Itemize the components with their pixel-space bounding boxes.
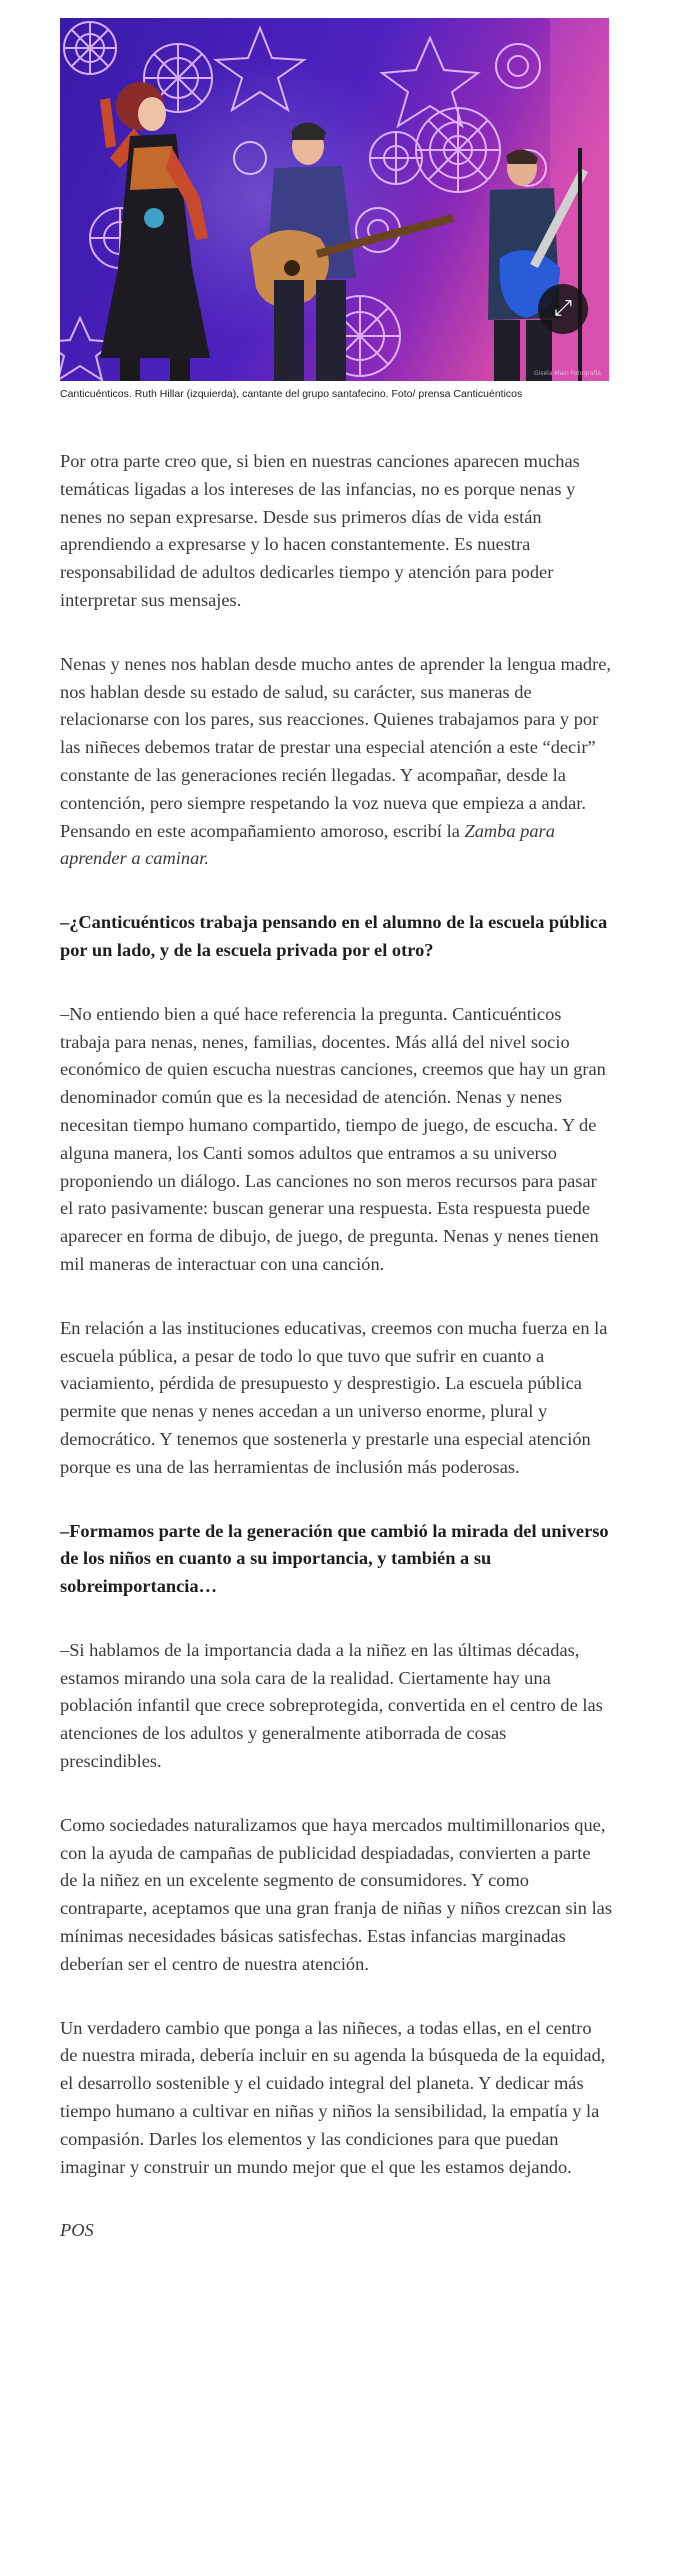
article-photo[interactable] bbox=[60, 18, 609, 381]
article-body bbox=[60, 448, 612, 2245]
interview-question: –Formamos parte de la generación que cambió la mirada del universo de los niños en cuanto a su importancia, y también a su sobreimportancia… bbox=[60, 1520, 609, 1597]
paragraph: Un verdadero cambio que ponga a las niñeces, a todas ellas, en el centro de nuestra mirada, debería incluir en su agenda la búsqueda de la equidad, el desarrollo sostenible y el cuidado integral del planeta. Y dedicar más tiempo humano a cultivar en niñas y niños la sensibilidad, la empatía y la compasión. Darles los elementos y las condiciones para que puedan imaginar y construir un mundo mejor que el que les estamos dejando. bbox=[60, 2017, 606, 2177]
paragraph-text: Nenas y nenes nos hablan desde mucho antes de aprender la lengua madre, nos hablan desde su estado de salud, su carácter, sus maneras de relacionarse con los pares, sus reacciones. Quienes trabajamos para y por las niñeces debemos tratar de prestar una especial atención a este “decir” constante de las generaciones recién llegadas. Y acompañar, desde la contención, pero siempre respetando la voz nueva que empieza a andar. Pensando en este acompañamiento amoroso, escribí la bbox=[60, 653, 612, 841]
paragraph: Como sociedades naturalizamos que haya mercados multimillonarios que, con la ayuda de campañas de publicidad despiadadas, convierten a parte de la niñez en un excelente segmento de consumidores. Y como contraparte, aceptamos que una gran franja de niñas y niños crezcan sin las mínimas necesidades básicas satisfechas. Estas infancias marginadas deberían ser el centro de nuestra atención. bbox=[60, 1814, 612, 1974]
paragraph: Por otra parte creo que, si bien en nuestras canciones aparecen muchas temáticas ligadas a los intereses de las infancias, no es porque nenas y nenes no sepan expresarse. Desde sus primeros días de vida están aprendiendo a expresarse y lo hacen constantemente. Es nuestra responsabilidad de adultos dedicarles tiempo y atención para poder interpretar sus mensajes. bbox=[60, 451, 580, 610]
author-signature: POS bbox=[60, 2220, 94, 2241]
paragraph: –No entiendo bien a qué hace referencia la pregunta. Canticuénticos trabaja para nenas, nenes, familias, docentes. Más allá del nivel socio económico de quien escucha nuestras canciones, creemos que hay un gran denominador común que es la necesidad de atención. Nenas y nenes necesitan tiempo humano compartido, tiempo de juego, de escucha. Y de alguna manera, los Canti somos adultos que entramos a su universo proponiendo un diálogo. Las canciones no son meros recursos para pasar el rato pasivamente: buscan generar una respuesta. Esta respuesta puede aparecer en forma de dibujo, de juego, de pregunta. Nenas y nenes tienen mil maneras de interactuar con una canción. bbox=[60, 1003, 606, 1274]
photo-caption: Canticuénticos. Ruth Hillar (izquierda), cantante del grupo santafecino. Foto/ prensa Canticuénticos bbox=[60, 388, 523, 400]
expand-icon: ⤢ bbox=[554, 296, 572, 321]
interview-question: –¿Canticuénticos trabaja pensando en el alumno de la escuela pública por un lado, y de la escuela privada por el otro? bbox=[60, 912, 608, 960]
concert-photo-illustration bbox=[60, 18, 609, 381]
paragraph: En relación a las instituciones educativas, creemos con mucha fuerza en la escuela pública, a pesar de todo lo que tuvo que sufrir en cuanto a vaciamiento, pérdida de presupuesto y desprestigio. La escuela pública permite que nenas y nenes accedan a un universo enorme, plural y democrático. Y tenemos que sostenerla y prestarle una especial atención porque es una de las herramientas de inclusión más poderosas. bbox=[60, 1317, 608, 1477]
expand-photo-button[interactable] bbox=[538, 284, 588, 334]
paragraph bbox=[60, 651, 612, 873]
photo-credit: Gisela Main Fotografía bbox=[534, 370, 601, 377]
song-title: Zamba para aprender a caminar. bbox=[60, 820, 555, 869]
paragraph: –Si hablamos de la importancia dada a la niñez en las últimas décadas, estamos mirando una sola cara de la realidad. Ciertamente hay una población infantil que crece sobreprotegida, convertida en el centro de las atenciones de los adultos y generalmente atiborrada de cosas prescindibles. bbox=[60, 1639, 603, 1772]
